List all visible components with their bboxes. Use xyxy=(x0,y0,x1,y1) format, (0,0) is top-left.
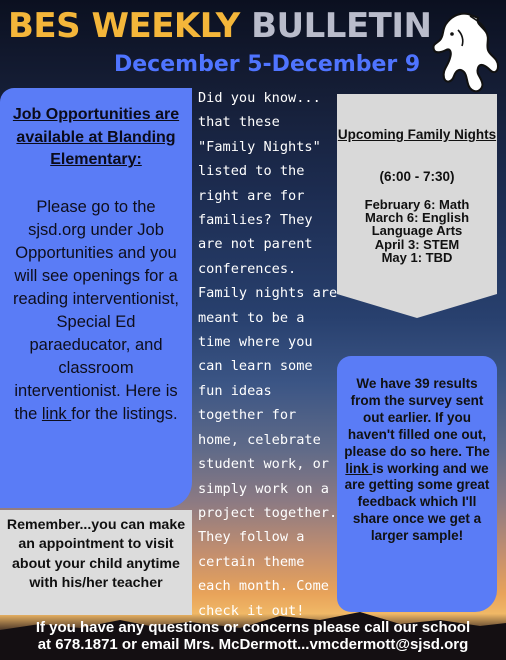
footer-line-1: If you have any questions or concerns please call our school xyxy=(35,619,471,636)
bulletin-title xyxy=(8,6,431,46)
job-body-text-end: for the listings. xyxy=(71,405,178,423)
survey-text xyxy=(341,376,493,545)
reminder-text: Remember...you can make an appointment to visit about your child anytime with his/her teacher xyxy=(6,517,186,591)
event-item: April 3: STEM xyxy=(374,236,460,252)
upcoming-heading: Upcoming Family Nights xyxy=(337,127,497,142)
reminder-box xyxy=(0,510,192,615)
event-item: February 6: Math xyxy=(364,197,470,212)
upcoming-time: (6:00 - 7:30) xyxy=(379,169,455,184)
footer-line-2: at 678.1871 or email Mrs. McDermott...vmcdermott@sjsd.org xyxy=(37,636,469,653)
job-opportunities-heading: Job Opportunities are available at Blanding Elementary: xyxy=(12,106,180,168)
survey-link[interactable]: link xyxy=(345,460,373,476)
upcoming-events-list xyxy=(337,198,497,264)
job-opportunities-body xyxy=(6,196,186,426)
job-listings-link[interactable]: link xyxy=(41,405,72,423)
survey-box xyxy=(337,356,497,612)
job-opportunities-box xyxy=(0,88,192,508)
upcoming-family-nights-box xyxy=(337,94,497,318)
contact-footer xyxy=(0,619,506,653)
title-part-weekly: BES WEEKLY xyxy=(8,6,252,46)
job-body-text: Please go to the sjsd.org under Job Opportunities and you will see openings for a reading interventionist, Special Ed paraeducator, and classroom interventionist. Here is the xyxy=(12,198,179,423)
did-you-know-text: Did you know... that these "Family Nights" listed to the right are for families? They are not parent conferences. Family nights are meant to be a time where you can learn some fun ideas together for home, celebrate student work, or simply work on a project together. They follow a certain theme each month. Come check it out! xyxy=(198,90,338,619)
week-dates: December 5-December 9 xyxy=(114,52,421,77)
mustang-horse-logo-icon xyxy=(428,10,502,106)
survey-text-end: is working and we are getting some great feedback which I'll share once we get a larger sample! xyxy=(344,460,490,544)
event-item: March 6: English Language Arts xyxy=(364,210,470,239)
event-item: May 1: TBD xyxy=(381,249,453,265)
title-part-bulletin: BULLETIN xyxy=(251,6,432,46)
survey-text-start: We have 39 results from the survey sent out earlier. If you haven't filled one out, please do so here. The xyxy=(344,376,490,459)
